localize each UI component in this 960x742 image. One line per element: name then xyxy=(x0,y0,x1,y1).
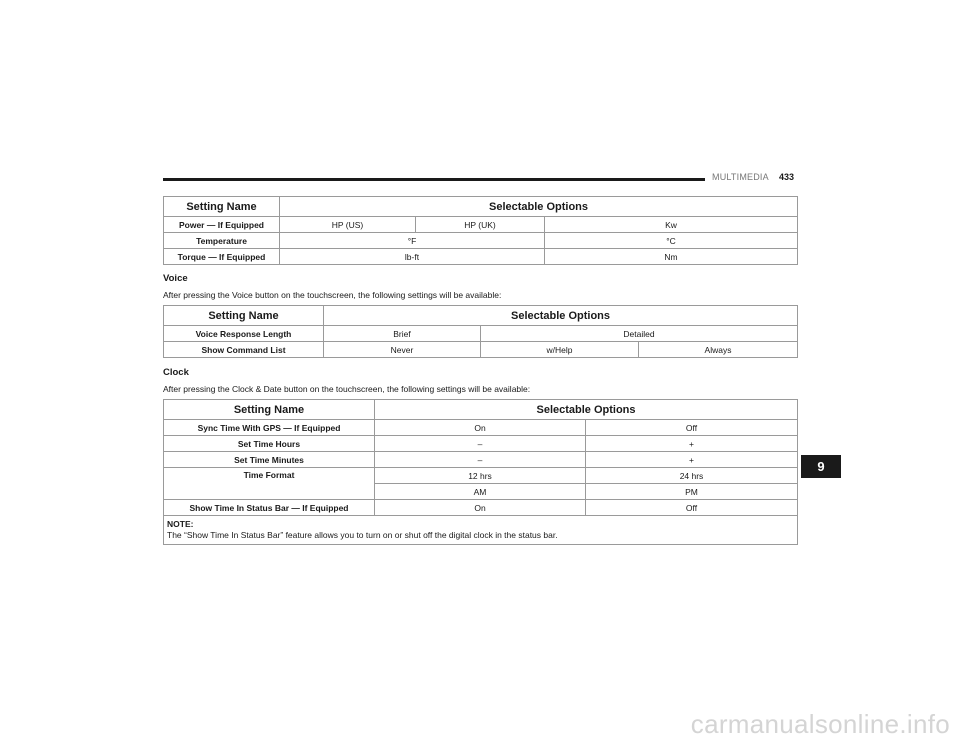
table-header-row xyxy=(164,306,798,326)
units-settings-table xyxy=(163,196,798,265)
clock-settings-table xyxy=(163,399,798,545)
option-cell: On xyxy=(375,420,586,436)
setting-name-header: Setting Name xyxy=(164,400,375,420)
table-row xyxy=(164,420,798,436)
option-cell: HP (UK) xyxy=(416,217,545,233)
page-number: 433 xyxy=(779,172,795,182)
table-row xyxy=(164,326,798,342)
option-cell: °C xyxy=(545,233,798,249)
option-cell: – xyxy=(375,452,586,468)
table-row xyxy=(164,436,798,452)
option-cell: On xyxy=(375,500,586,516)
setting-name-cell: Voice Response Length xyxy=(164,326,324,342)
selectable-options-header: Selectable Options xyxy=(280,197,798,217)
setting-name-cell: Set Time Minutes xyxy=(164,452,375,468)
option-cell: – xyxy=(375,436,586,452)
option-cell: Never xyxy=(324,342,481,358)
setting-name-cell: Time Format xyxy=(164,468,375,500)
option-cell: HP (US) xyxy=(280,217,416,233)
option-cell: + xyxy=(586,452,798,468)
note-text: The “Show Time In Status Bar” feature allows you to turn on or shut off the digital clock in the status bar. xyxy=(167,530,558,540)
setting-name-cell: Temperature xyxy=(164,233,280,249)
table-row xyxy=(164,249,798,265)
option-cell: Off xyxy=(586,500,798,516)
voice-settings-table xyxy=(163,305,798,358)
setting-name-cell: Sync Time With GPS — If Equipped xyxy=(164,420,375,436)
option-cell: Detailed xyxy=(481,326,798,342)
section-title: MULTIMEDIA xyxy=(712,172,769,182)
note-cell xyxy=(164,516,798,545)
note-row xyxy=(164,516,798,545)
note-label: NOTE: xyxy=(167,519,194,529)
watermark-text: carmanualsonline.info xyxy=(690,709,950,739)
option-cell: 12 hrs xyxy=(375,468,586,484)
selectable-options-header: Selectable Options xyxy=(324,306,798,326)
option-cell: Always xyxy=(639,342,798,358)
setting-name-cell: Show Command List xyxy=(164,342,324,358)
clock-heading: Clock xyxy=(163,367,189,378)
setting-name-cell: Power — If Equipped xyxy=(164,217,280,233)
option-cell: Nm xyxy=(545,249,798,265)
table-header-row xyxy=(164,400,798,420)
setting-name-cell: Set Time Hours xyxy=(164,436,375,452)
voice-heading: Voice xyxy=(163,273,188,284)
option-cell: AM xyxy=(375,484,586,500)
table-row xyxy=(164,500,798,516)
option-cell: w/Help xyxy=(481,342,639,358)
selectable-options-header: Selectable Options xyxy=(375,400,798,420)
table-row xyxy=(164,342,798,358)
table-header-row xyxy=(164,197,798,217)
table-row xyxy=(164,233,798,249)
setting-name-cell: Torque — If Equipped xyxy=(164,249,280,265)
setting-name-cell: Show Time In Status Bar — If Equipped xyxy=(164,500,375,516)
table-row xyxy=(164,468,798,484)
table-row xyxy=(164,452,798,468)
table-row xyxy=(164,217,798,233)
option-cell: Off xyxy=(586,420,798,436)
option-cell: lb-ft xyxy=(280,249,545,265)
setting-name-header: Setting Name xyxy=(164,197,280,217)
voice-intro: After pressing the Voice button on the touchscreen, the following settings will be available: xyxy=(163,290,502,300)
setting-name-header: Setting Name xyxy=(164,306,324,326)
clock-intro: After pressing the Clock & Date button on the touchscreen, the following settings will be available: xyxy=(163,384,531,394)
option-cell: PM xyxy=(586,484,798,500)
header-rule xyxy=(163,178,705,181)
option-cell: Brief xyxy=(324,326,481,342)
option-cell: + xyxy=(586,436,798,452)
chapter-tab: 9 xyxy=(801,455,841,478)
option-cell: 24 hrs xyxy=(586,468,798,484)
option-cell: °F xyxy=(280,233,545,249)
option-cell: Kw xyxy=(545,217,798,233)
